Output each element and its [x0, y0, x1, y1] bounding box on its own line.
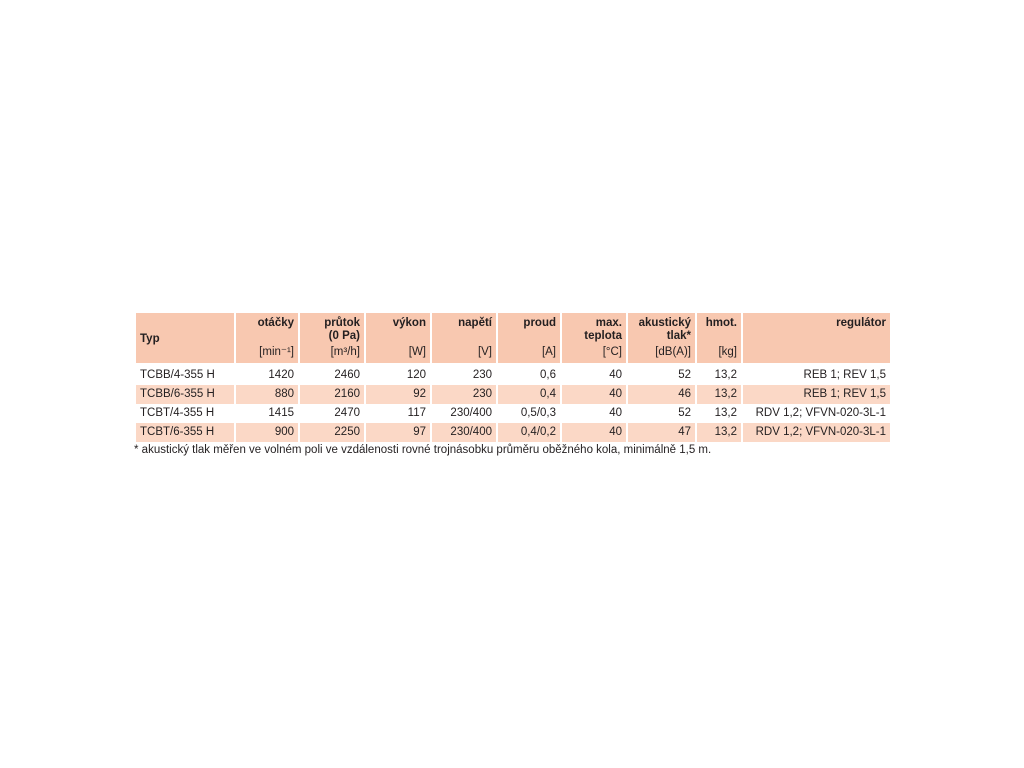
table-row	[136, 366, 890, 385]
cell-vykon: 97	[366, 423, 430, 442]
table-row	[136, 385, 890, 404]
cell-max-teplota: 40	[562, 385, 626, 404]
header-max-teplota: max. teplota	[562, 313, 626, 345]
cell-proud: 0,4/0,2	[498, 423, 560, 442]
header-akusticky-tlak: akustický tlak*	[628, 313, 695, 345]
unit-otacky: [min⁻¹]	[236, 345, 298, 363]
cell-typ: TCBB/4-355 H	[140, 369, 215, 381]
cell-prutok: 2250	[300, 423, 364, 442]
cell-proud: 0,5/0,3	[520, 407, 556, 419]
cell-vykon: 117	[407, 407, 426, 419]
cell-prutok: 2460	[334, 369, 360, 381]
header-proud: proud	[498, 313, 560, 345]
cell-typ: TCBT/4-355 H	[140, 407, 215, 419]
cell-regulator: RDV 1,2; VFVN-020-3L-1	[755, 407, 886, 419]
cell-akusticky-tlak: 52	[678, 369, 691, 381]
cell-napeti: 230/400	[450, 407, 492, 419]
footnote: * akustický tlak měřen ve volném poli ve vzdálenosti rovné trojnásobku průměru oběžného kola, minimálně 1,5 m.	[134, 444, 712, 456]
header-row	[136, 313, 890, 345]
unit-row	[136, 345, 890, 363]
header-hmot: hmot.	[697, 313, 741, 345]
cell-regulator: REB 1; REV 1,5	[803, 369, 886, 381]
header-prutok: průtok (0 Pa)	[300, 313, 364, 345]
unit-proud: [A]	[498, 345, 560, 363]
unit-akusticky-tlak: [dB(A)]	[628, 345, 695, 363]
table-row	[136, 423, 890, 442]
header-napeti: napětí	[432, 313, 496, 345]
cell-regulator: RDV 1,2; VFVN-020-3L-1	[743, 423, 890, 442]
header-typ: Typ	[136, 313, 234, 363]
cell-akusticky-tlak: 46	[628, 385, 695, 404]
cell-akusticky-tlak: 47	[628, 423, 695, 442]
unit-prutok: [m³/h]	[300, 345, 364, 363]
cell-hmot: 13,2	[697, 385, 741, 404]
cell-max-teplota: 40	[562, 423, 626, 442]
unit-regulator	[743, 345, 890, 363]
cell-hmot: 13,2	[697, 423, 741, 442]
header-vykon: výkon	[366, 313, 430, 345]
header-otacky: otáčky	[236, 313, 298, 345]
cell-prutok: 2160	[300, 385, 364, 404]
cell-vykon: 120	[406, 369, 426, 381]
cell-regulator: REB 1; REV 1,5	[743, 385, 890, 404]
cell-otacky: 900	[236, 423, 298, 442]
cell-napeti: 230	[432, 385, 496, 404]
header-regulator: regulátor	[743, 313, 890, 345]
cell-prutok: 2470	[334, 407, 360, 419]
cell-otacky: 1420	[268, 369, 294, 381]
table-row	[136, 404, 890, 423]
cell-hmot: 13,2	[714, 407, 737, 419]
cell-napeti: 230	[472, 369, 492, 381]
cell-hmot: 13,2	[714, 369, 737, 381]
cell-proud: 0,6	[540, 369, 556, 381]
unit-max-teplota: [°C]	[562, 345, 626, 363]
cell-akusticky-tlak: 52	[678, 407, 691, 419]
cell-proud: 0,4	[498, 385, 560, 404]
cell-max-teplota: 40	[609, 407, 622, 419]
unit-vykon: [W]	[366, 345, 430, 363]
cell-napeti: 230/400	[432, 423, 496, 442]
unit-napeti: [V]	[432, 345, 496, 363]
cell-vykon: 92	[366, 385, 430, 404]
cell-otacky: 880	[236, 385, 298, 404]
cell-typ: TCBB/6-355 H	[136, 385, 234, 404]
unit-hmot: [kg]	[697, 345, 741, 363]
cell-max-teplota: 40	[609, 369, 622, 381]
cell-otacky: 1415	[268, 407, 294, 419]
cell-typ: TCBT/6-355 H	[136, 423, 234, 442]
spec-table	[134, 313, 892, 442]
